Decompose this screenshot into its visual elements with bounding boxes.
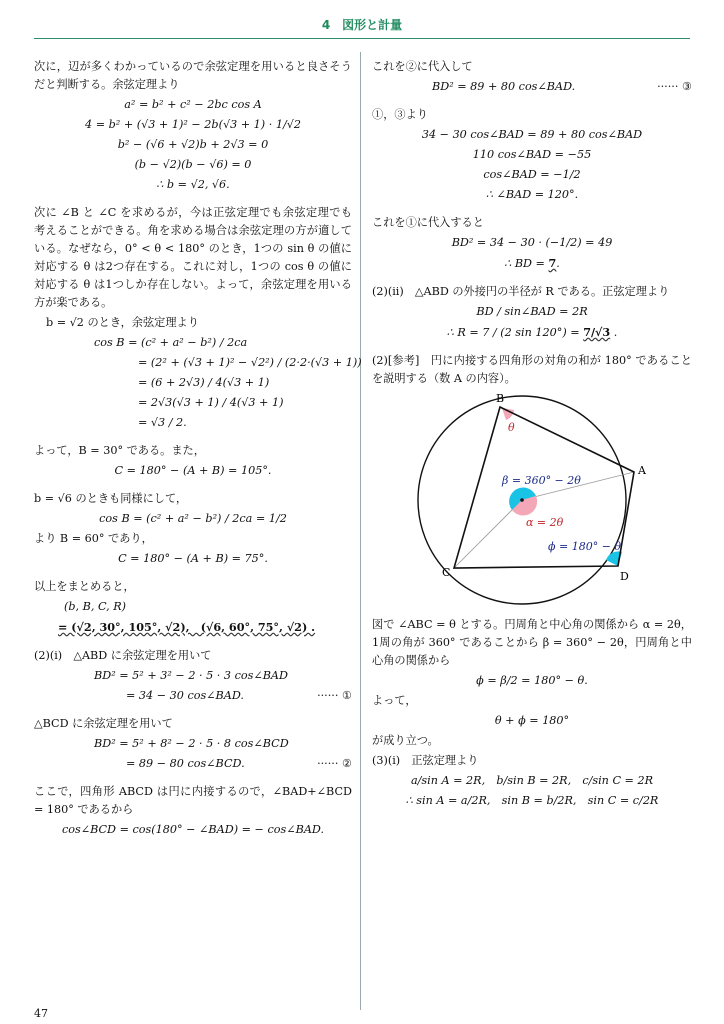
label-d: D <box>620 570 629 583</box>
equation-line: BD² = 5² + 8² − 2 · 5 · 8 cos∠BCD <box>94 737 289 750</box>
part-heading: (3)(i) 正弦定理より <box>372 754 479 767</box>
answer-tuple: = (√2, 30°, 105°, √2), (√6, 60°, 75°, √2) . <box>58 620 316 634</box>
page-header <box>34 14 690 39</box>
equation-line: = √3 / 2. <box>138 416 187 429</box>
thus-text: よって， <box>372 694 417 707</box>
substitute-text: これを①に代入すると <box>372 216 484 229</box>
equation-line: cos B = (c² + a² − b²) / 2ca = 1/2 <box>99 512 287 525</box>
alpha-label: α = 2θ <box>526 516 564 529</box>
equation-line: = 34 − 30 cos∠BAD. <box>126 689 244 702</box>
result-text: よって，B = 30° である。また， <box>34 444 205 457</box>
theta-label: θ <box>508 421 515 434</box>
equation-line: cos∠BCD = cos(180° − ∠BAD) = − cos∠BAD. <box>61 823 325 836</box>
inscribed-text: ここで，四角形 ABCD は円に内接するので，∠BAD+∠BCD = 180° であるから <box>34 785 352 816</box>
bcd-text: △BCD に余弦定理を用いて <box>34 717 173 730</box>
equation-line: (b − √2)(b − √6) = 0 <box>134 158 252 171</box>
result-text: より B = 60° であり， <box>34 532 153 545</box>
equation-line: b² − (√6 + √2)b + 2√3 = 0 <box>117 138 269 151</box>
page-number: 47 <box>34 1007 48 1020</box>
label-a: A <box>638 464 646 477</box>
equation-line: cos∠BAD = −1/2 <box>483 168 581 181</box>
answer-bd: 7 <box>548 256 557 270</box>
equation-line: = 89 − 80 cos∠BCD. <box>126 757 245 770</box>
equation-line: ∴ ∠BAD = 120°. <box>485 188 579 201</box>
equation-line: = 2√3(√3 + 1) / 4(√3 + 1) <box>138 396 284 409</box>
equation-line: cos B = (c² + a² − b²) / 2ca <box>94 336 248 349</box>
theta-arc <box>502 408 514 420</box>
left-column <box>34 58 362 841</box>
equation-line: a² = b² + c² − 2bc cos A <box>124 98 262 111</box>
intro-text: 次に，辺が多くわかっているので余弦定理を用いると良さそうだと判断する。余弦定理より <box>34 60 352 91</box>
equation-line: = (2² + (√3 + 1)² − √2²) / (2·2·(√3 + 1)) <box>138 356 362 369</box>
right-column: これを②に代入して BD² = 89 + 80 cos∠BAD. ······ ③ ①，③より 34 − 30 cos∠BAD = 89 + 80 cos∠BAD 110 cos∠BAD = −55 cos∠BAD = −1/2 ∴ ∠BAD = 120°. これを①に代入すると BD² = 34 − 30 · (−1/2) = 49 ∴ BD = 7. (2)(ii) △ABD の外接円の半径が R である。正弦定理より BD / sin∠BAD = 2R ∴ R = 7 / (2 sin 120°) = 7/√3 . (2)[参考] 円に内接する四角形の対角の和が 180° であることを説明する（数 A の内容）。 B A C D θ β = 360° − 2θ α = 2θ ϕ = 180° − θ 図で ∠ABC = θ とする。円周角と中心角の関係から α = 2θ，1周の角が 360° であることから β = 360° − 2θ，円周角と中心角の関係から ϕ = β/2 = 180° − θ. よって， θ + ϕ = 180° が成り立つ。 (3)(i) 正弦定理より a/sin A = 2R, b/sin B = 2R, c/sin C = 2R ∴ sin A = a/2R, sin B = b/2R, sin C = c/2R <box>372 58 692 812</box>
equation-line: 4 = b² + (√3 + 1)² − 2b(√3 + 1) · 1/√2 <box>85 118 301 131</box>
chapter-title: 4 図形と計量 <box>321 18 403 32</box>
answer-r: 7/√3 <box>583 325 611 339</box>
tuple-label: (b, B, C, R) <box>64 600 127 613</box>
reference-text: (2)[参考] 円に内接する四角形の対角の和が 180° であることを説明する（数 A の内容）。 <box>372 354 692 385</box>
substitute-text: これを②に代入して <box>372 60 473 73</box>
equation-line: ∴ R = 7 / (2 sin 120°) = <box>446 326 584 339</box>
explanation-text: 図で ∠ABC = θ とする。円周角と中心角の関係から α = 2θ，1周の角が 360° であることから β = 360° − 2θ，円周角と中心角の関係から <box>372 618 692 667</box>
equation-line: 34 − 30 cos∠BAD = 89 + 80 cos∠BAD <box>421 128 643 141</box>
equation-line: BD² = 34 − 30 · (−1/2) = 49 <box>451 236 613 249</box>
beta-label: β = 360° − 2θ <box>502 474 581 487</box>
inscribed-quadrilateral-diagram <box>372 390 672 610</box>
from-text: ①，③より <box>372 108 428 121</box>
equation-line: C = 180° − (A + B) = 75°. <box>118 552 268 565</box>
holds-text: が成り立つ。 <box>372 734 439 747</box>
column-divider <box>360 52 361 1010</box>
part-heading: (2)(i) △ABD に余弦定理を用いて <box>34 649 212 662</box>
equation-number: ······ ② <box>317 757 352 770</box>
part-heading: (2)(ii) △ABD の外接円の半径が R である。正弦定理より <box>372 285 670 298</box>
case-text: b = √2 のとき，余弦定理より <box>46 316 199 329</box>
equation-line: ∴ sin A = a/2R, sin B = b/2R, sin C = c/2R <box>405 794 659 807</box>
equation-line: BD² = 89 + 80 cos∠BAD. <box>432 80 576 93</box>
equation-number: ······ ③ <box>657 80 692 93</box>
equation-line: 110 cos∠BAD = −55 <box>472 148 592 161</box>
equation-line: ϕ = β/2 = 180° − θ. <box>476 674 588 687</box>
label-c: C <box>442 566 451 579</box>
explanation-text: 次に ∠B と ∠C を求めるが，今は正弦定理でも余弦定理でも考えることができる。角を求める場合は余弦定理の方が適している。なぜなら，0° < θ < 180° のとき，1つの sin θ の値に対応する θ は2つ存在する。これに対し，1つの cos θ の値に対応する θ は1つしか存在しない。よって，余弦定理を用いる方が楽である。 <box>34 206 352 309</box>
equation-line: C = 180° − (A + B) = 105°. <box>114 464 272 477</box>
label-b: B <box>496 392 505 405</box>
case-text: b = √6 のときも同様にして， <box>34 492 188 505</box>
equation-line: ∴ b = √2, √6. <box>156 178 230 191</box>
equation-line: θ + ϕ = 180° <box>494 714 570 727</box>
equation-line: a/sin A = 2R, b/sin B = 2R, c/sin C = 2R <box>410 774 654 787</box>
equation-line: BD² = 5² + 3² − 2 · 5 · 3 cos∠BAD <box>94 669 288 682</box>
phi-label: ϕ = 180° − θ <box>548 540 622 553</box>
center-point <box>520 498 524 502</box>
summary-text: 以上をまとめると， <box>34 580 135 593</box>
equation-line: BD / sin∠BAD = 2R <box>476 305 588 318</box>
equation-number: ······ ① <box>317 689 352 702</box>
equation-line: = (6 + 2√3) / 4(√3 + 1) <box>138 376 270 389</box>
equation-line: ∴ BD = <box>504 257 549 270</box>
